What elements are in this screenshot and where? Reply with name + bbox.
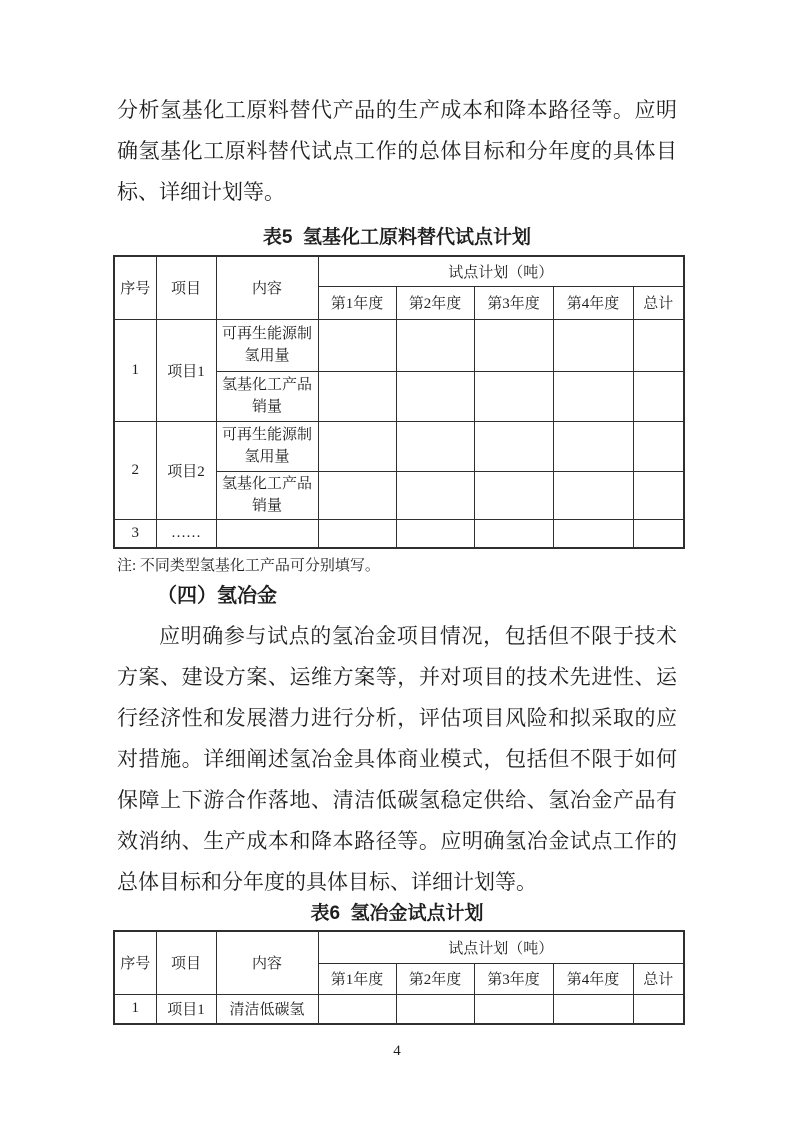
plan-value-cell <box>396 519 474 548</box>
content-line: 氢基化工产品 <box>221 476 312 492</box>
cell-seq: 1 <box>114 994 156 1024</box>
plan-value-cell <box>474 371 553 421</box>
plan-value-cell <box>318 994 396 1024</box>
plan-value-cell <box>318 519 396 548</box>
header-cell-year4: 第4年度 <box>553 286 633 319</box>
plan-value-cell <box>633 319 684 371</box>
plan-value-cell <box>396 994 474 1024</box>
header-cell-plan-group: 试点计划（吨） <box>318 931 684 963</box>
cell-content <box>216 371 318 421</box>
cell-project: 项目1 <box>156 994 216 1024</box>
paragraph-hydrogen-metallurgy <box>117 616 677 903</box>
header-cell-year1: 第1年度 <box>318 963 396 994</box>
cell-content <box>216 421 318 471</box>
plan-value-cell <box>396 371 474 421</box>
plan-value-cell <box>474 519 553 548</box>
plan-value-cell <box>633 471 684 519</box>
header-cell-content: 内容 <box>216 256 318 319</box>
table-row <box>114 519 684 548</box>
content-line: 销量 <box>251 498 282 514</box>
plan-value-cell <box>633 421 684 471</box>
plan-value-cell <box>553 994 633 1024</box>
header-cell-year3: 第3年度 <box>474 963 553 994</box>
header-cell-seq: 序号 <box>114 256 156 319</box>
cell-content: 清洁低碳氢 <box>216 994 318 1024</box>
table6-pilot-plan <box>113 930 685 1025</box>
text-line: 总体目标和分年度的具体目标、详细计划等。 <box>117 870 537 894</box>
table-row <box>114 994 684 1024</box>
plan-value-cell <box>633 371 684 421</box>
header-cell-project: 项目 <box>156 931 216 994</box>
header-cell-year3: 第3年度 <box>474 286 553 319</box>
table-header-row <box>114 256 684 286</box>
content-line: 氢用量 <box>244 449 290 465</box>
text-line: 分析氢基化工原料替代产品的生产成本和降本路径等。应明 <box>117 98 677 122</box>
plan-value-cell <box>553 421 633 471</box>
plan-value-cell <box>633 519 684 548</box>
table5-note: 注: 不同类型氢基化工产品可分别填写。 <box>117 558 380 574</box>
table-row <box>114 319 684 371</box>
plan-value-cell <box>474 421 553 471</box>
plan-value-cell <box>396 471 474 519</box>
text-line: 保障上下游合作落地、清洁低碳氢稳定供给、氢冶金产品有 <box>117 788 677 812</box>
plan-value-cell <box>474 471 553 519</box>
text-line: 标、详细计划等。 <box>117 180 285 204</box>
table-header-row <box>114 931 684 963</box>
plan-value-cell <box>553 471 633 519</box>
page-number: 4 <box>393 1043 401 1059</box>
text-line: 对措施。详细阐述氢冶金具体商业模式，包括但不限于如何 <box>117 747 677 771</box>
plan-value-cell <box>396 319 474 371</box>
plan-value-cell <box>318 421 396 471</box>
content-line: 可再生能源制 <box>221 326 312 342</box>
header-cell-total: 总计 <box>633 286 684 319</box>
header-cell-year2: 第2年度 <box>396 286 474 319</box>
text-line: 应明确参与试点的氢冶金项目情况，包括但不限于技术 <box>159 624 677 648</box>
header-cell-content: 内容 <box>216 931 318 994</box>
header-cell-year2: 第2年度 <box>396 963 474 994</box>
text-line: 效消纳、生产成本和降本路径等。应明确氢冶金试点工作的 <box>117 829 677 853</box>
text-line: 确氢基化工原料替代试点工作的总体目标和分年度的具体目 <box>117 139 677 163</box>
plan-value-cell <box>553 319 633 371</box>
content-line: 氢用量 <box>244 348 290 364</box>
text-line: 行经济性和发展潜力进行分析，评估项目风险和拟采取的应 <box>117 706 677 730</box>
plan-value-cell <box>318 471 396 519</box>
header-cell-project: 项目 <box>156 256 216 319</box>
cell-project: …… <box>156 519 216 548</box>
cell-seq: 3 <box>114 519 156 548</box>
header-cell-plan-group: 试点计划（吨） <box>318 256 684 286</box>
cell-content <box>216 471 318 519</box>
cell-content <box>216 519 318 548</box>
cell-project: 项目2 <box>156 421 216 519</box>
text-line: 方案、建设方案、运维方案等，并对项目的技术先进性、运 <box>117 665 677 689</box>
table-row <box>114 421 684 471</box>
cell-seq: 1 <box>114 319 156 421</box>
cell-project: 项目1 <box>156 319 216 421</box>
header-cell-total: 总计 <box>633 963 684 994</box>
plan-value-cell <box>474 319 553 371</box>
content-line: 销量 <box>251 399 282 415</box>
paragraph-hydrogen-chemical <box>117 90 677 213</box>
plan-value-cell <box>318 319 396 371</box>
plan-value-cell <box>474 994 553 1024</box>
section-heading-hydrogen-metallurgy: （四）氢冶金 <box>157 585 277 607</box>
plan-value-cell <box>318 371 396 421</box>
header-cell-year1: 第1年度 <box>318 286 396 319</box>
table6-caption: 表6 氢冶金试点计划 <box>310 903 484 924</box>
plan-value-cell <box>396 421 474 471</box>
plan-value-cell <box>553 519 633 548</box>
plan-value-cell <box>633 994 684 1024</box>
content-line: 氢基化工产品 <box>221 377 312 393</box>
plan-value-cell <box>553 371 633 421</box>
header-cell-seq: 序号 <box>114 931 156 994</box>
header-cell-year4: 第4年度 <box>553 963 633 994</box>
table5-pilot-plan <box>113 255 685 549</box>
cell-content <box>216 319 318 371</box>
table5-caption: 表5 氢基化工原料替代试点计划 <box>262 227 532 248</box>
content-line: 可再生能源制 <box>221 427 312 443</box>
cell-seq: 2 <box>114 421 156 519</box>
